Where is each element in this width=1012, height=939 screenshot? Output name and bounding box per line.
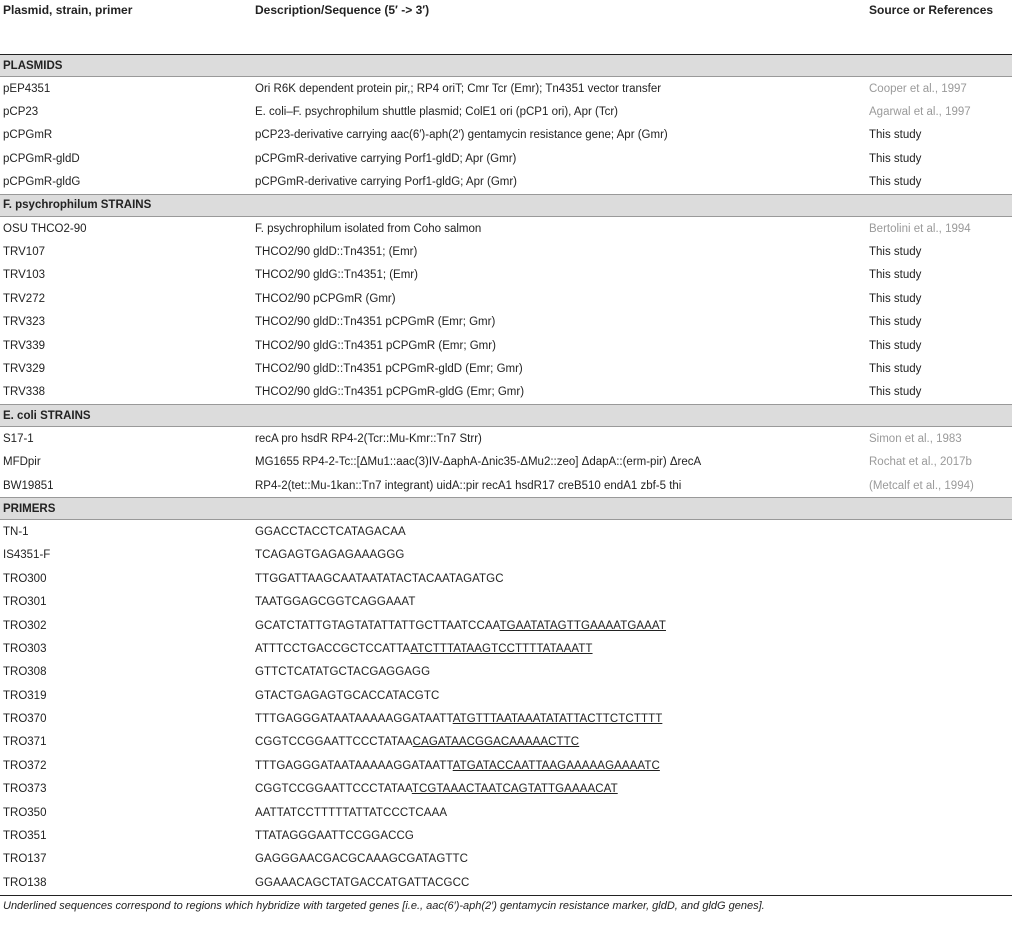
table-row	[0, 357, 1012, 380]
row-description: F. psychrophilum isolated from Coho salmon	[255, 222, 482, 235]
row-description: RP4-2(tet::Mu-1kan::Tn7 integrant) uidA::pir recA1 hsdR17 creB510 endA1 zbf-5 thi	[255, 479, 682, 492]
header-row	[0, 0, 1012, 55]
primer-seq-plain: TCAGAGTGAGAGAAAGGG	[255, 549, 405, 562]
section-title: PRIMERS	[0, 498, 1012, 520]
row-source: Agarwal et al., 1997	[869, 106, 971, 119]
table-row	[0, 240, 1012, 263]
primer-name: TRO351	[3, 830, 47, 843]
primer-sequence	[252, 754, 866, 777]
row-name: OSU THCO2-90	[3, 222, 87, 235]
primer-source	[866, 801, 1012, 824]
row-name: TRV272	[3, 292, 45, 305]
primer-row	[0, 544, 1012, 567]
primer-row	[0, 848, 1012, 871]
row-name: pEP4351	[3, 82, 51, 95]
primer-source	[866, 707, 1012, 730]
primer-row	[0, 754, 1012, 777]
primer-source	[866, 871, 1012, 895]
primer-source	[866, 848, 1012, 871]
table-row	[0, 124, 1012, 147]
row-source: This study	[869, 362, 922, 375]
row-source: This study	[869, 269, 922, 282]
primer-seq-plain: TTTGAGGGATAATAAAAAGGATAATT	[255, 759, 453, 772]
primer-row	[0, 614, 1012, 637]
primer-seq-plain: TTTGAGGGATAATAAAAAGGATAATT	[255, 713, 453, 726]
table-row	[0, 427, 1012, 451]
primer-name: TRO137	[3, 853, 47, 866]
row-source: Bertolini et al., 1994	[869, 222, 971, 235]
section-header	[0, 194, 1012, 216]
row-source: Rochat et al., 2017b	[869, 456, 972, 469]
table-row	[0, 100, 1012, 123]
row-description: recA pro hsdR RP4-2(Tcr::Mu-Kmr::Tn7 Strr)	[255, 432, 482, 445]
row-description: Ori R6K dependent protein pir,; RP4 oriT; Cmr Tcr (Emr); Tn4351 vector transfer	[255, 82, 662, 95]
table-row	[0, 171, 1012, 195]
primer-name: TRO308	[3, 666, 47, 679]
header-plasmid: Plasmid, strain, primer	[0, 0, 252, 55]
section-title: F. psychrophilum STRAINS	[0, 194, 1012, 216]
primer-row	[0, 731, 1012, 754]
primer-source	[866, 824, 1012, 847]
row-source: This study	[869, 129, 922, 142]
row-name: TRV103	[3, 269, 45, 282]
primer-sequence	[252, 801, 866, 824]
primer-sequence	[252, 778, 866, 801]
primer-seq-plain: CGGTCCGGAATTCCCTATAA	[255, 736, 413, 749]
primer-source	[866, 754, 1012, 777]
primer-seq-plain: GGAAACAGCTATGACCATGATTACGCC	[255, 876, 470, 889]
primer-name: TRO350	[3, 806, 47, 819]
table-row	[0, 334, 1012, 357]
primer-name: TN-1	[3, 525, 29, 538]
primer-seq-plain: ATTTCCTGACCGCTCCATTA	[255, 642, 411, 655]
table-row	[0, 474, 1012, 498]
primer-seq-underlined: CAGATAACGGACAAAAACTTC	[412, 736, 580, 749]
primer-source	[866, 614, 1012, 637]
row-name: pCPGmR	[3, 129, 53, 142]
primer-row	[0, 520, 1012, 544]
primer-source	[866, 731, 1012, 754]
header-source: Source or References	[866, 0, 1012, 55]
primer-name: IS4351-F	[3, 549, 51, 562]
row-name: TRV338	[3, 386, 45, 399]
primer-row	[0, 824, 1012, 847]
primer-seq-underlined: TGAATATAGTTGAAAATGAAAT	[499, 619, 666, 632]
table-row	[0, 147, 1012, 170]
primer-name: TRO302	[3, 619, 47, 632]
row-description: pCP23-derivative carrying aac(6′)-aph(2′) gentamycin resistance gene; Apr (Gmr)	[255, 129, 668, 142]
table-row	[0, 264, 1012, 287]
primer-name: TRO373	[3, 783, 47, 796]
row-description: MG1655 RP4-2-Tc::[ΔMu1::aac(3)IV-ΔaphA-Δnic35-ΔMu2::zeo] ΔdapA::(erm-pir) ΔrecA	[255, 456, 702, 469]
primer-source	[866, 778, 1012, 801]
primer-seq-plain: GAGGGAACGACGCAAAGCGATAGTTC	[255, 853, 469, 866]
primer-sequence	[252, 684, 866, 707]
table-row	[0, 450, 1012, 473]
primer-row	[0, 661, 1012, 684]
row-description: THCO2/90 gldD::Tn4351; (Emr)	[255, 246, 418, 259]
table-row	[0, 311, 1012, 334]
table-row	[0, 287, 1012, 310]
primer-name: TRO303	[3, 642, 47, 655]
header-description: Description/Sequence (5′ -> 3′)	[252, 0, 866, 55]
primer-seq-plain: GGACCTACCTCATAGACAA	[255, 525, 406, 538]
primer-row	[0, 871, 1012, 895]
row-description: THCO2/90 gldD::Tn4351 pCPGmR-gldD (Emr; Gmr)	[255, 362, 523, 375]
row-name: MFDpir	[3, 456, 41, 469]
primer-name: TRO300	[3, 572, 47, 585]
primer-seq-plain: GTTCTCATATGCTACGAGGAGG	[255, 666, 431, 679]
row-name: S17-1	[3, 432, 34, 445]
row-description: THCO2/90 gldG::Tn4351 pCPGmR-gldG (Emr; Gmr)	[255, 386, 525, 399]
primer-sequence	[252, 661, 866, 684]
row-source: This study	[869, 152, 922, 165]
row-description: THCO2/90 gldG::Tn4351 pCPGmR (Emr; Gmr)	[255, 339, 496, 352]
row-name: pCP23	[3, 106, 39, 119]
primer-source	[866, 590, 1012, 613]
primer-row	[0, 684, 1012, 707]
primer-name: TRO370	[3, 713, 47, 726]
row-name: TRV323	[3, 316, 45, 329]
row-description: E. coli–F. psychrophilum shuttle plasmid; ColE1 ori (pCP1 ori), Apr (Tcr)	[255, 106, 619, 119]
row-source: This study	[869, 246, 922, 259]
row-name: BW19851	[3, 479, 54, 492]
row-name: pCPGmR-gldD	[3, 152, 80, 165]
primer-sequence	[252, 848, 866, 871]
primer-sequence	[252, 544, 866, 567]
primer-row	[0, 567, 1012, 590]
section-title: E. coli STRAINS	[0, 405, 1012, 427]
primer-sequence	[252, 614, 866, 637]
table-row	[0, 381, 1012, 405]
section-title: PLASMIDS	[0, 55, 1012, 77]
row-source: This study	[869, 316, 922, 329]
row-source: This study	[869, 386, 922, 399]
primer-source	[866, 520, 1012, 544]
primer-source	[866, 567, 1012, 590]
primer-name: TRO372	[3, 759, 47, 772]
row-name: pCPGmR-gldG	[3, 176, 81, 189]
primer-source	[866, 637, 1012, 660]
primer-sequence	[252, 520, 866, 544]
table-footnote: Underlined sequences correspond to regions which hybridize with targeted genes [i.e., aac(6′)-aph(2′) gentamycin resistance marker, gldD, and gldG genes].	[3, 899, 765, 912]
primer-sequence	[252, 824, 866, 847]
primer-seq-underlined: ATCTTTATAAGTCCTTTTATAAATT	[410, 642, 593, 655]
primer-sequence	[252, 731, 866, 754]
primer-sequence	[252, 637, 866, 660]
row-name: TRV329	[3, 362, 45, 375]
primer-name: TRO319	[3, 689, 47, 702]
primer-sequence	[252, 707, 866, 730]
section-header	[0, 55, 1012, 77]
row-source: Simon et al., 1983	[869, 432, 962, 445]
primer-seq-underlined: ATGTTTAATAAATATATTACTTCTCTTTT	[452, 713, 663, 726]
row-source: This study	[869, 176, 922, 189]
primer-seq-plain: TTGGATTAAGCAATAATATACTACAATAGATGC	[255, 572, 504, 585]
primer-row	[0, 778, 1012, 801]
primer-source	[866, 684, 1012, 707]
primer-seq-underlined: TCGTAAACTAATCAGTATTGAAAACAT	[411, 783, 618, 796]
row-description: pCPGmR-derivative carrying Porf1-gldD; Apr (Gmr)	[255, 152, 517, 165]
row-source: This study	[869, 292, 922, 305]
row-description: THCO2/90 pCPGmR (Gmr)	[255, 292, 396, 305]
primer-name: TRO138	[0, 871, 252, 895]
table-row	[0, 77, 1012, 101]
primer-row	[0, 801, 1012, 824]
primer-name: TRO371	[3, 736, 47, 749]
primer-row	[0, 590, 1012, 613]
section-header	[0, 498, 1012, 520]
primer-seq-underlined: ATGATACCAATTAAGAAAAAGAAAATC	[452, 759, 660, 772]
primer-seq-plain: GCATCTATTGTAGTATATTATTGCTTAATCCAA	[255, 619, 500, 632]
primer-sequence	[252, 567, 866, 590]
row-description: THCO2/90 gldG::Tn4351; (Emr)	[255, 269, 418, 282]
primer-source	[866, 544, 1012, 567]
primer-row	[0, 637, 1012, 660]
row-description: THCO2/90 gldD::Tn4351 pCPGmR (Emr; Gmr)	[255, 316, 496, 329]
section-header	[0, 405, 1012, 427]
row-name: TRV107	[3, 246, 45, 259]
row-source: (Metcalf et al., 1994)	[869, 479, 974, 492]
primer-seq-plain: CGGTCCGGAATTCCCTATAA	[255, 783, 412, 796]
row-description: pCPGmR-derivative carrying Porf1-gldG; Apr (Gmr)	[255, 176, 518, 189]
row-name: TRV339	[3, 339, 45, 352]
primer-seq-plain: TAATGGAGCGGTCAGGAAAT	[255, 596, 416, 609]
primer-row	[0, 707, 1012, 730]
row-source: Cooper et al., 1997	[869, 82, 967, 95]
primer-sequence	[252, 590, 866, 613]
primer-seq-plain: TTATAGGGAATTCCGGACCG	[255, 830, 414, 843]
primer-sequence	[252, 871, 866, 895]
primer-seq-plain: AATTATCCTTTTTATTATCCCTCAAA	[255, 806, 448, 819]
primer-source	[866, 661, 1012, 684]
row-source: This study	[869, 339, 922, 352]
primer-name: TRO301	[3, 596, 47, 609]
primer-seq-plain: GTACTGAGAGTGCACCATACGTC	[255, 689, 440, 702]
table-row	[0, 216, 1012, 240]
